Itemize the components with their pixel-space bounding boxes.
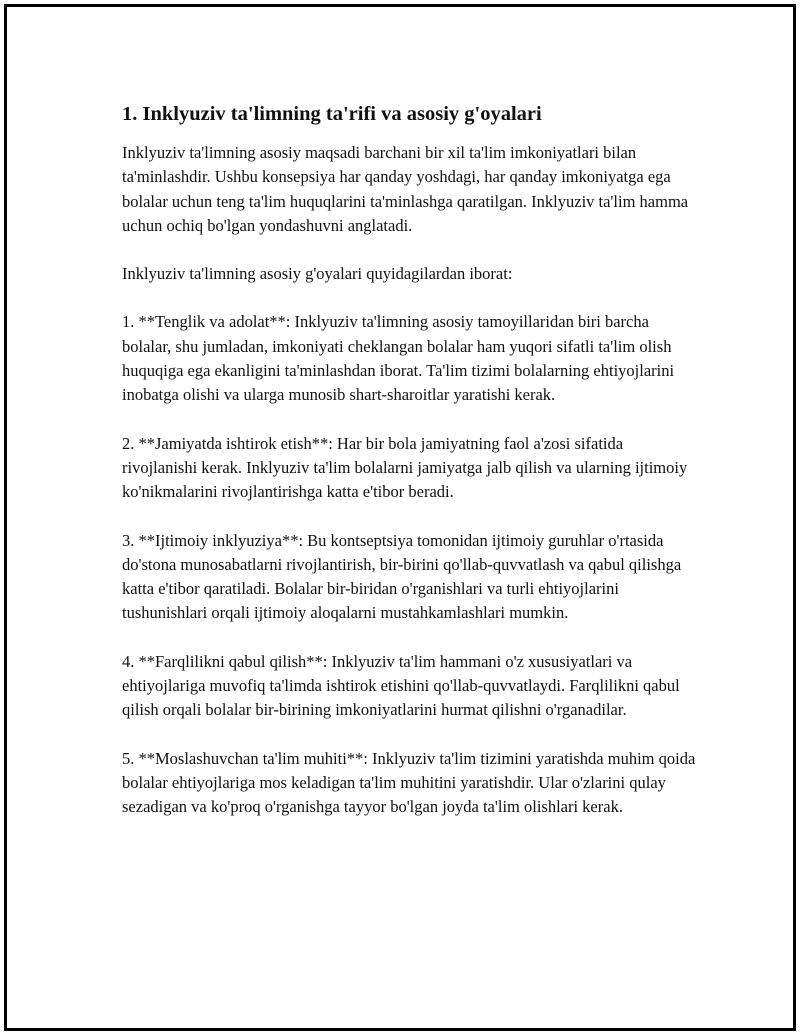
idea-paragraph-equality: 1. **Tenglik va adolat**: Inklyuziv ta'limning asosiy tamoyillaridan biri barcha bolalar, shu jumladan, imkoniyati cheklangan bolalar ham yuqori sifatli ta'lim olish huquqiga ega ekanligini ta'minlashdan iborat. Ta'lim tizimi bolalarning ehtiyojlarini inobatga olishi va ularga munosib shart-sharoitlar yaratishi kerak. <box>122 312 675 405</box>
idea-paragraph-accepting-difference: 4. **Farqlilikni qabul qilish**: Inklyuziv ta'lim hammani o'z xususiyatlari va ehtiyojlariga muvofiq ta'limda ishtirok etishini qo'llab-quvvatlaydi. Farqlilikni qabul qilish orqali bolalar bir-birining imkoniyatlarini hurmat qilishni o'rganadilar. <box>122 651 680 720</box>
ideas-lead-paragraph: Inklyuziv ta'limning asosiy g'oyalari quyidagilardan iborat: <box>122 264 513 284</box>
intro-paragraph: Inklyuziv ta'limning asosiy maqsadi barchani bir xil ta'lim imkoniyatlari bilan ta'minlashdir. Ushbu konsepsiya har qanday yoshdagi, har qanday imkoniyatga ega bolalar uchun teng ta'lim huquqlarini ta'minlashga qaratilgan. Inklyuziv ta'lim hamma uchun ochiq bo'lgan yondashuvni anglatadi. <box>122 143 689 235</box>
idea-paragraph-participation: 2. **Jamiyatda ishtirok etish**: Har bir bola jamiyatning faol a'zosi sifatida rivojlanishi kerak. Inklyuziv ta'lim bolalarni jamiyatga jalb qilish va ularning ijtimoiy ko'nikmalarini rivojlantirishga katta e'tibor beradi. <box>122 433 688 502</box>
document-page <box>4 4 796 1031</box>
section-heading: 1. Inklyuziv ta'limning ta'rifi va asosiy g'oyalari <box>122 103 542 125</box>
idea-paragraph-flexible-environment: 5. **Moslashuvchan ta'lim muhiti**: Inklyuziv ta'lim tizimini yaratishda muhim qoida bolalar ehtiyojlariga mos keladigan ta'lim muhitini yaratishdir. Ular o'zlarini qulay sezadigan va ko'proq o'rganishga tayyor bo'lgan joyda ta'lim olishlari kerak. <box>122 748 696 817</box>
document-body <box>122 101 702 844</box>
idea-paragraph-social-inclusion: 3. **Ijtimoiy inklyuziya**: Bu kontseptsiya tomonidan ijtimoiy guruhlar o'rtasida do'stona munosabatlarni rivojlantirish, bir-birini qo'llab-quvvatlash va qabul qilishga katta e'tibor qaratiladi. Bolalar bir-biridan o'rganishlari va turli ehtiyojlarini tushunishlari orqali ijtimoiy aloqalarni mustahkamlashlari mumkin. <box>122 530 682 623</box>
